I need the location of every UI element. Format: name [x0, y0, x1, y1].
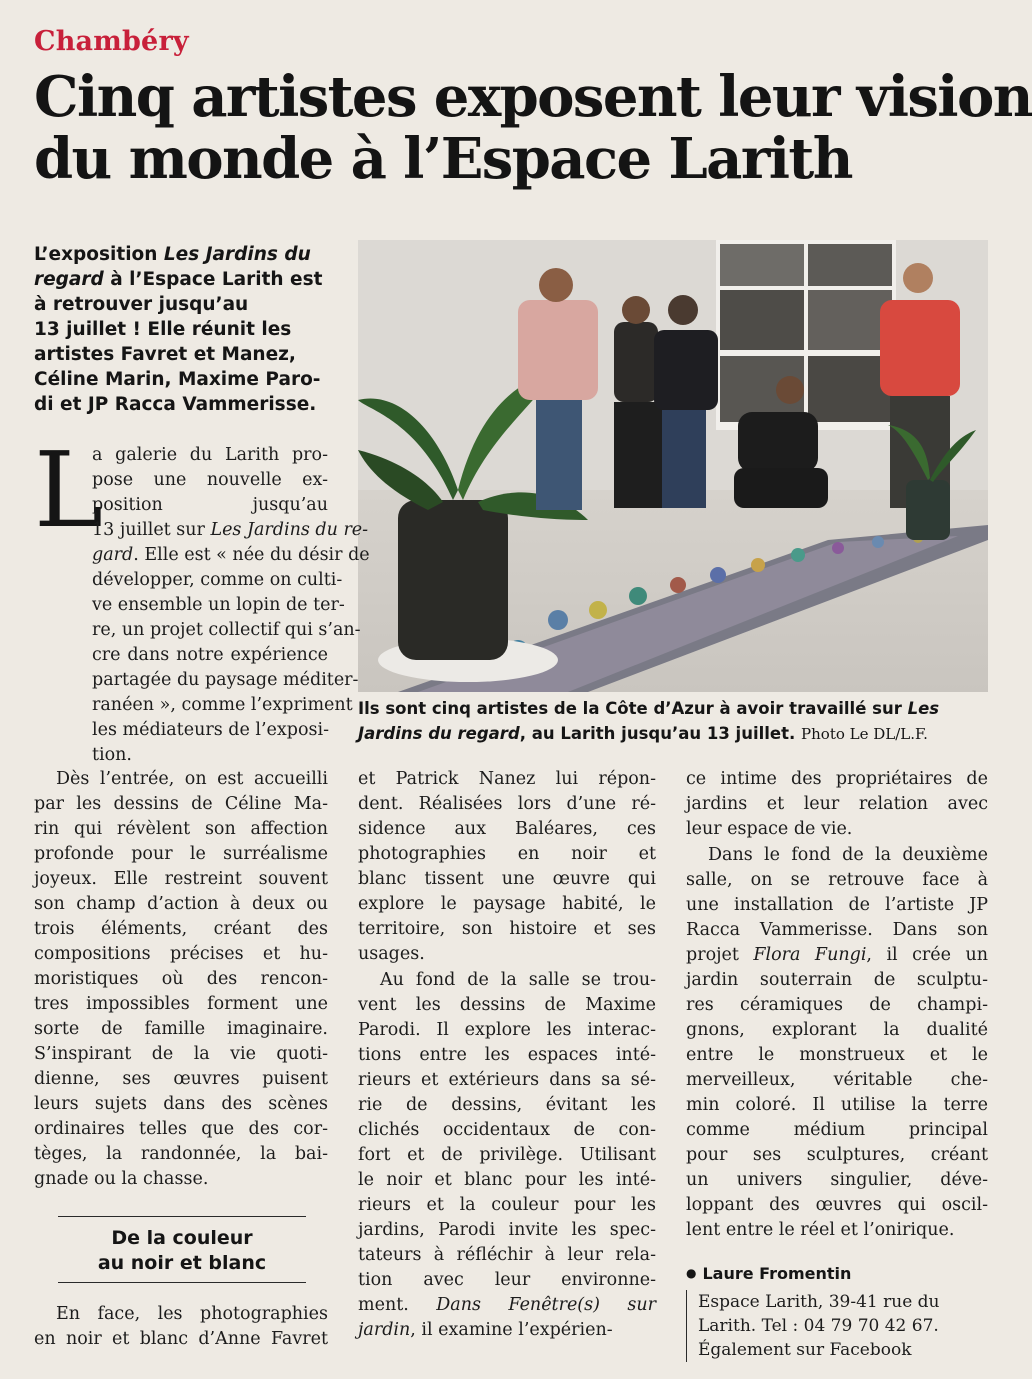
text-line [686, 1218, 988, 1243]
italic-run: Les [907, 699, 940, 718]
text-line [686, 1143, 988, 1168]
info-line: Larith. Tel : 04 79 70 42 67. [698, 1316, 939, 1336]
text-run: tèges, la randonnée, la bai- [34, 1144, 328, 1164]
text-run: sidence aux Baléares, ces [358, 819, 656, 839]
text-line [34, 917, 328, 942]
text-run: cre dans notre expérience [92, 645, 328, 665]
text-run: explore le paysage habité, le [358, 894, 656, 914]
text-run: moristiques où des rencon- [34, 969, 328, 989]
text-run: territoire, son histoire et ses [358, 919, 656, 939]
text-run: usages. [358, 944, 425, 964]
text-run: tion. [92, 745, 132, 765]
drop-cap: L [34, 429, 104, 551]
text-run: pour ses sculptures, créant [686, 1145, 988, 1165]
text-line [92, 568, 343, 593]
text-run: ranéen », comme l’expriment [92, 695, 353, 715]
text-line [92, 693, 353, 718]
text-run: dent. Réalisées lors d’une ré- [358, 794, 656, 814]
text-run: Ils sont cinq artistes de la Côte d’Azur à avoir travaillé sur [358, 699, 908, 718]
text-line [358, 1168, 656, 1193]
text-line [686, 868, 988, 893]
text-line [686, 767, 988, 792]
text-line [358, 867, 656, 892]
text-run: 13 juillet sur [92, 520, 211, 540]
text-line [358, 792, 656, 817]
text-run: compositions précises et hu- [34, 944, 328, 964]
text-run: joyeux. Elle restreint souvent [34, 869, 328, 889]
text-line [686, 1168, 988, 1193]
text-line [34, 292, 344, 317]
text-run: res céramiques de champi- [686, 995, 988, 1015]
text-run: développer, comme on culti- [92, 570, 343, 590]
text-run: Parodi. Il explore les interac- [358, 1020, 656, 1040]
text-line [92, 718, 328, 743]
text-run: di et JP Racca Vammerisse. [34, 394, 317, 415]
text-line [686, 1193, 988, 1218]
text-line [358, 1143, 656, 1168]
intertitle-line: au noir et blanc [97, 1252, 267, 1274]
text-run: en noir et blanc d’Anne Favret [34, 1329, 328, 1349]
text-run: photographies en noir et [358, 844, 656, 864]
text-run: rie de dessins, évitant les [358, 1095, 656, 1115]
text-run: , il examine l’expérien- [410, 1320, 613, 1340]
italic-run: Les Jardins du [163, 244, 311, 265]
text-run: rieurs et la couleur pour les [358, 1195, 656, 1215]
text-run: pose une nouvelle ex- [92, 470, 328, 490]
text-run: jardins et leur relation avec [686, 794, 988, 814]
text-line [358, 1218, 656, 1243]
text-run: par les dessins de Céline Ma- [34, 794, 328, 814]
text-run: ve ensemble un lopin de ter- [92, 595, 345, 615]
photo-caption [358, 696, 990, 747]
text-line [34, 1042, 328, 1067]
author-name: Laure Fromentin [702, 1264, 852, 1283]
text-run: S’inspirant de la vie quoti- [34, 1044, 328, 1064]
text-run: dienne, ses œuvres puisent [34, 1069, 328, 1089]
text-run: tions entre les espaces inté- [358, 1045, 656, 1065]
text-run: salle, on se retrouve face à [686, 870, 988, 890]
text-line [34, 792, 328, 817]
text-line [34, 367, 344, 392]
text-line [686, 1093, 988, 1118]
text-line [92, 643, 328, 668]
italic-run: Flora Fungi [753, 945, 867, 965]
text-line [686, 893, 988, 918]
text-line [358, 696, 990, 721]
text-line [34, 842, 328, 867]
text-run: les médiateurs de l’exposi- [92, 720, 329, 740]
text-run: sorte de famille imaginaire. [34, 1019, 328, 1039]
text-line [34, 967, 328, 992]
text-line [34, 1167, 328, 1192]
text-run: En face, les photographies [56, 1304, 328, 1324]
info-line: Également sur Facebook [698, 1340, 912, 1360]
text-line [92, 668, 359, 693]
text-run: jardins, Parodi invite les spec- [358, 1220, 656, 1240]
photo-credit: Photo Le DL/L.F. [801, 725, 928, 743]
text-run: Dès l’entrée, on est accueilli [56, 769, 328, 789]
text-run: une installation de l’artiste JP [686, 895, 988, 915]
text-line [34, 392, 344, 417]
text-line [358, 842, 656, 867]
text-run: un univers singulier, déve- [686, 1170, 988, 1190]
text-line [358, 1093, 656, 1118]
text-line [34, 767, 328, 792]
text-line [358, 1268, 656, 1293]
text-run: , il crée un [866, 945, 988, 965]
text-run: vent les dessins de Maxime [358, 995, 656, 1015]
text-line [358, 993, 656, 1018]
text-line [34, 1017, 328, 1042]
text-run: L’exposition [34, 244, 164, 265]
text-line [34, 342, 344, 367]
body-column-1-lead [92, 443, 370, 768]
intertitle-rule-top [58, 1216, 306, 1217]
text-run: position jusqu’au [92, 495, 328, 515]
wall-drawings [716, 240, 896, 430]
text-line [92, 743, 328, 768]
text-line [34, 942, 328, 967]
practical-info [698, 1290, 990, 1362]
text-run: loppant des œuvres qui oscil- [686, 1195, 988, 1215]
text-run: rin qui révèlent son affection [34, 819, 328, 839]
text-run: rieurs et extérieurs dans sa sé- [358, 1070, 656, 1090]
text-line [34, 867, 328, 892]
bullet-icon: ● [686, 1266, 697, 1280]
text-run: son champ d’action à deux ou [34, 894, 328, 914]
text-line [686, 993, 988, 1018]
text-line [358, 817, 656, 842]
intertitle-line: De la couleur [111, 1227, 253, 1249]
text-run: blanc tissent une œuvre qui [358, 869, 656, 889]
text-line [358, 1118, 656, 1143]
text-line [34, 992, 328, 1017]
italic-run: jardin [358, 1320, 411, 1340]
text-line [92, 493, 328, 518]
text-run: Racca Vammerisse. Dans son [686, 920, 988, 940]
body-column-3 [686, 767, 988, 1243]
text-line [34, 242, 344, 267]
text-run: gnons, explorant la dualité [686, 1020, 988, 1040]
text-run: comme médium principal [686, 1120, 988, 1140]
text-run: tateurs à réfléchir à leur rela- [358, 1245, 656, 1265]
text-line [358, 917, 656, 942]
text-line [358, 1068, 656, 1093]
body-column-1-tail [34, 1302, 328, 1352]
text-run: ce intime des propriétaires de [686, 769, 988, 789]
text-line [34, 267, 344, 292]
text-line [686, 1018, 988, 1043]
text-run: jardin souterrain de sculptu- [686, 970, 988, 990]
text-run: tres impossibles forment une [34, 994, 328, 1014]
text-run: le noir et blanc pour les inté- [358, 1170, 656, 1190]
text-run: merveilleux, véritable che- [686, 1070, 988, 1090]
text-run: ordinaires telles que des cor- [34, 1119, 328, 1139]
text-run: leur espace de vie. [686, 819, 853, 839]
text-line [686, 1068, 988, 1093]
text-line [92, 468, 328, 493]
italic-run: Les Jardins du re- [210, 520, 369, 540]
text-line [686, 1118, 988, 1143]
italic-run: gard [92, 545, 134, 565]
text-line [358, 942, 656, 967]
text-line [92, 443, 328, 468]
text-line [34, 1092, 328, 1117]
text-run: lent entre le réel et l’onirique. [686, 1220, 955, 1240]
text-run: trois éléments, créant des [34, 919, 328, 939]
text-line [34, 1142, 328, 1167]
text-line [686, 1043, 988, 1068]
text-line [686, 817, 988, 842]
text-run: a galerie du Larith pro- [92, 445, 328, 465]
text-line [358, 1193, 656, 1218]
article-photo [358, 240, 988, 692]
text-run: profonde pour le surréalisme [34, 844, 328, 864]
text-line [358, 721, 990, 747]
text-run: min coloré. Il utilise la terre [686, 1095, 988, 1115]
body-column-1 [34, 767, 328, 1192]
italic-run: regard [34, 269, 104, 290]
text-run: artistes Favret et Manez, [34, 344, 296, 365]
text-line [358, 892, 656, 917]
headline [34, 64, 1032, 192]
text-line [358, 1018, 656, 1043]
text-run: projet [686, 945, 754, 965]
text-line [34, 1067, 328, 1092]
text-line [686, 968, 988, 993]
text-run: partagée du paysage méditer- [92, 670, 359, 690]
text-line [686, 792, 988, 817]
text-run: . Elle est « née du désir de [133, 545, 370, 565]
text-line [358, 767, 656, 792]
text-run: Dans le fond de la deuxième [708, 845, 988, 865]
text-run: à l’Espace Larith est [103, 269, 323, 290]
text-line [686, 918, 988, 943]
text-run: et Patrick Nanez lui répon- [358, 769, 656, 789]
text-run: à retrouver jusqu’au [34, 294, 249, 315]
text-line [686, 943, 988, 968]
text-run: Céline Marin, Maxime Paro- [34, 369, 321, 390]
text-line [92, 543, 370, 568]
text-line [92, 518, 369, 543]
italic-run: Dans Fenêtre(s) sur [436, 1295, 656, 1315]
text-line [686, 843, 988, 868]
text-line [92, 593, 345, 618]
text-line [34, 817, 328, 842]
text-line [34, 1302, 328, 1327]
text-run: re, un projet collectif qui s’an- [92, 620, 361, 640]
text-line [358, 1293, 656, 1318]
text-run: gnade ou la chasse. [34, 1169, 209, 1189]
text-run: leurs sujets dans des scènes [34, 1094, 328, 1114]
text-line [34, 1327, 328, 1352]
text-line [92, 618, 361, 643]
text-line [358, 1243, 656, 1268]
lead-paragraph [34, 242, 344, 417]
text-run: ment. [358, 1295, 437, 1315]
headline-line: du monde à l’Espace Larith [34, 126, 852, 192]
text-line [34, 892, 328, 917]
text-run: clichés occidentaux de con- [358, 1120, 656, 1140]
text-run: fort et de privilège. Utilisant [358, 1145, 656, 1165]
text-run: , au Larith jusqu’au 13 juillet. [519, 724, 802, 743]
text-run: entre le monstrueux et le [686, 1045, 988, 1065]
text-run: 13 juillet ! Elle réunit les [34, 319, 292, 340]
italic-run: Jardins du regard [358, 724, 520, 743]
headline-line: Cinq artistes exposent leur vision [34, 64, 1032, 130]
intertitle-rule-bottom [58, 1282, 306, 1283]
text-line [34, 317, 344, 342]
section-kicker: Chambéry [34, 26, 189, 57]
text-run: tion avec leur environne- [358, 1270, 656, 1290]
text-line [358, 968, 656, 993]
info-rule [686, 1290, 687, 1362]
author-byline [686, 1264, 851, 1283]
text-run: Au fond de la salle se trou- [380, 970, 656, 990]
text-line [358, 1043, 656, 1068]
text-line [34, 1117, 328, 1142]
intertitle [58, 1226, 306, 1276]
body-column-2 [358, 767, 656, 1343]
info-line: Espace Larith, 39-41 rue du [698, 1292, 940, 1312]
text-line [358, 1318, 656, 1343]
